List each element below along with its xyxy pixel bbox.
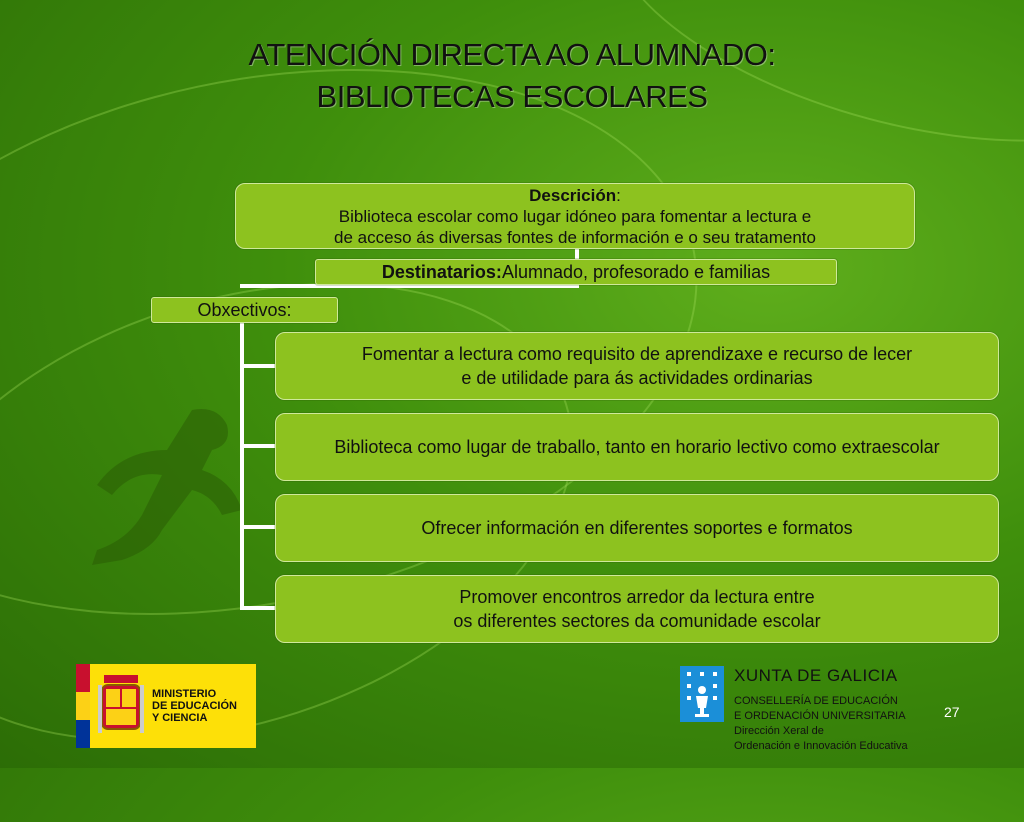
connector-line — [240, 525, 276, 529]
objective-item — [275, 332, 999, 400]
eu-flag-strip — [76, 664, 90, 748]
page-number: 27 — [944, 704, 960, 720]
xunta-logo — [680, 664, 980, 764]
objective-item — [275, 575, 999, 643]
xunta-line3: Dirección Xeral de — [734, 725, 824, 737]
destinatarios-box — [315, 259, 837, 285]
obxectivos-label: Obxectivos: — [197, 300, 292, 320]
xunta-line1: CONSELLERÍA DE EDUCACIÓN — [734, 695, 898, 707]
ministerio-text — [152, 688, 237, 724]
xunta-name: XUNTA DE GALICIA — [734, 666, 898, 685]
objective-item — [275, 494, 999, 562]
descricion-box — [235, 183, 915, 249]
objective-item-line1: Ofrecer información en diferentes soportes e formatos — [421, 518, 853, 538]
descricion-line2: de acceso ás diversas fontes de información e o seu tratamento — [334, 227, 816, 247]
descricion-heading — [529, 185, 621, 206]
xunta-line2: E ORDENACIÓN UNIVERSITARIA — [734, 710, 906, 722]
slide-title — [0, 34, 1024, 118]
destinatarios-label: Destinatarios: — [381, 262, 502, 282]
objective-item-line1: Fomentar a lectura como requisito de aprendizaxe e recurso de lecer — [361, 344, 913, 364]
objective-item-line2: os diferentes sectores da comunidade escolar — [453, 611, 821, 631]
coat-of-arms-icon — [98, 671, 144, 741]
connector-line — [240, 364, 276, 368]
ministerio-line3: Y CIENCIA — [152, 712, 208, 724]
descricion-heading-colon: : — [616, 185, 621, 205]
xunta-line4: Ordenación e Innovación Educativa — [734, 740, 908, 752]
runner-silhouette-image — [62, 400, 282, 570]
objective-item-line1: Biblioteca como lugar de traballo, tanto en horario lectivo como extraescolar — [334, 437, 940, 457]
slide-title-line2: BIBLIOTECAS ESCOLARES — [316, 79, 708, 114]
ministerio-line1: MINISTERIO — [152, 688, 217, 700]
obxectivos-box — [151, 297, 338, 323]
descricion-heading-label: Descrición — [529, 185, 617, 205]
xunta-subtitle — [734, 694, 908, 754]
objective-item-line1: Promover encontros arredor da lectura entre — [459, 587, 815, 607]
descricion-line1: Biblioteca escolar como lugar idóneo para fomentar a lectura e — [338, 206, 812, 226]
destinatarios-value: Alumnado, profesorado e familias — [501, 262, 771, 282]
slide-title-line1: ATENCIÓN DIRECTA AO ALUMNADO: — [248, 37, 776, 72]
ministerio-logo — [76, 664, 256, 748]
galicia-shield-icon — [680, 666, 724, 722]
connector-line — [240, 606, 276, 610]
objective-item — [275, 413, 999, 481]
objective-item-line2: e de utilidade para ás actividades ordinarias — [461, 368, 813, 388]
ministerio-line2: DE EDUCACIÓN — [152, 700, 237, 712]
connector-line — [240, 444, 276, 448]
